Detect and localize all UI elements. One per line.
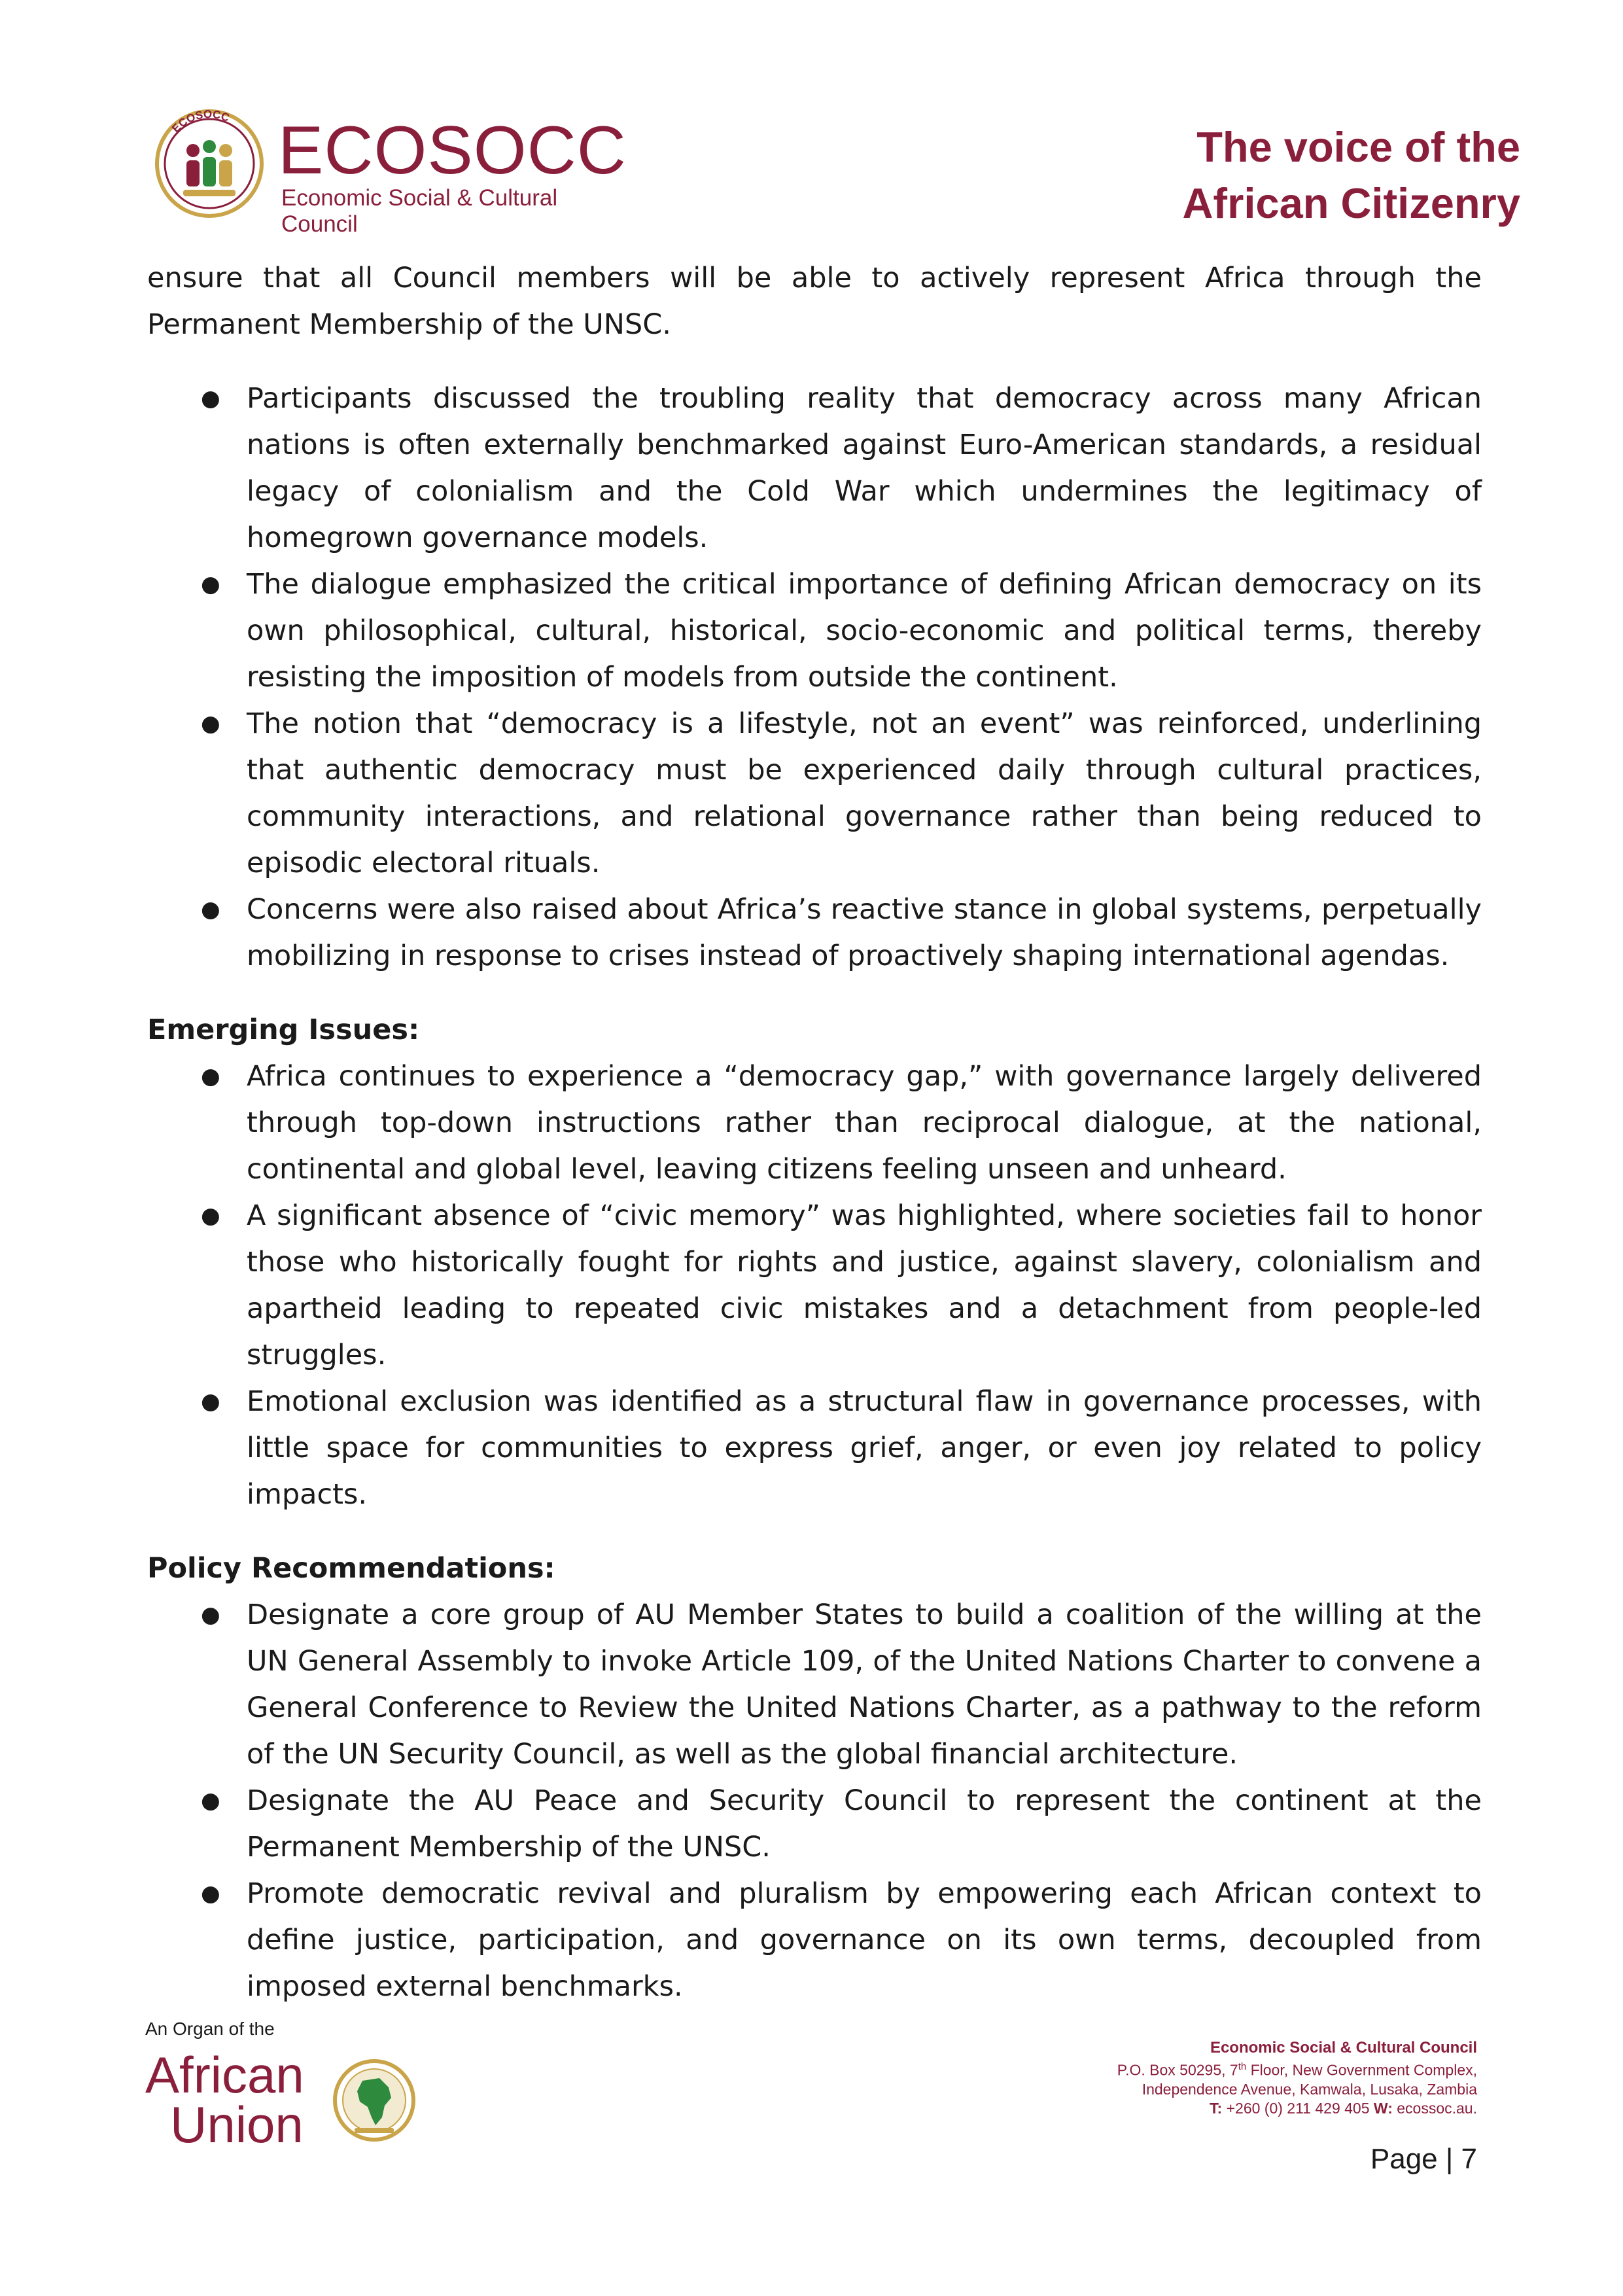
document-body [147, 255, 1482, 2010]
footer-org: Economic Social & Cultural Council [1210, 2039, 1477, 2057]
list-item: ● Promote democratic revival and pluralism by empowering each African context to define justice, participation, and governance on its own terms, decoupled from imposed external benchmarks. [147, 1871, 1482, 2010]
list-item: ● Emotional exclusion was identified as a structural flaw in governance processes, with little space for communities to express grief, anger, or even joy related to policy impacts. [147, 1379, 1482, 1518]
emerging-issues-heading: Emerging Issues: [147, 1014, 420, 1046]
policy-recommendations-list [147, 1592, 1482, 2010]
bullet-icon: ● [201, 1388, 220, 1415]
ecosocc-emblem-icon [147, 98, 271, 222]
bullet-icon: ● [201, 571, 220, 597]
bullet-icon: ● [201, 1602, 220, 1628]
au-organ-label: An Organ of the [145, 2019, 275, 2039]
bullet-icon: ● [201, 1203, 220, 1229]
footer-address-line2: Independence Avenue, Kamwala, Lusaka, Zambia [1142, 2080, 1477, 2098]
au-name-line1: African [145, 2046, 304, 2104]
au-name [145, 2046, 304, 2153]
bullet-icon: ● [201, 385, 220, 412]
au-emblem-icon [328, 2055, 420, 2146]
list-item: ● Designate a core group of AU Member States to build a coalition of the willing at the UN General Assembly to invoke Article 109, of the United Nations Charter to convene a General Conference to Review the United Nations Charter, as a pathway to the reform of the UN Security Council, as well as the global financial architecture. [147, 1592, 1482, 1778]
logo-name: ECOSOCC [278, 113, 627, 188]
list-item: ● A significant absence of “civic memory” was highlighted, where societies fail to honor those who historically fought for rights and justice, against slavery, colonialism and apartheid leading to repeated civic mistakes and a detachment from people-led struggles. [147, 1193, 1482, 1379]
page-number: Page | 7 [1370, 2143, 1477, 2175]
policy-recommendations-heading: Policy Recommendations: [147, 1552, 555, 1585]
intro-paragraph: ensure that all Council members will be able to actively represent Africa through the Permanent Membership of the UNSC. [147, 262, 1482, 341]
tagline-line2: African Citizenry [1182, 179, 1520, 227]
au-name-line2: Union [170, 2096, 304, 2153]
discussion-list [147, 376, 1482, 980]
bullet-icon: ● [201, 896, 220, 923]
tagline-line1: The voice of the [1196, 123, 1520, 171]
tagline [1182, 119, 1520, 232]
footer-phone-web: T: +260 (0) 211 429 405 W: ecossoc.au. [1210, 2099, 1477, 2117]
list-item: ● The notion that “democracy is a lifestyle, not an event” was reinforced, underlining that authentic democracy must be experienced daily through cultural practices, community interactions, and relational governance rather than being reduced to episodic electoral rituals. [147, 701, 1482, 887]
logo-arc-text: ECOSOCC [169, 107, 232, 135]
bullet-icon: ● [201, 1063, 220, 1089]
bullet-icon: ● [201, 1788, 220, 1814]
list-item: ● Designate the AU Peace and Security Council to represent the continent at the Permanent Membership of the UNSC. [147, 1778, 1482, 1871]
bullet-icon: ● [201, 1881, 220, 1907]
african-union-logo [145, 2019, 420, 2153]
emerging-issues-list [147, 1053, 1482, 1518]
bullet-icon: ● [201, 711, 220, 737]
list-item: ● Africa continues to experience a “democracy gap,” with governance largely delivered through top-down instructions rather than reciprocal dialogue, at the national, continental and global level, leaving citizens feeling unseen and unheard. [147, 1053, 1482, 1193]
footer-contact [1117, 2038, 1477, 2118]
logo-subtitle: Economic Social & Cultural Council [281, 185, 558, 237]
ecosocc-logo [147, 98, 627, 237]
list-item: ● The dialogue emphasized the critical importance of defining African democracy on its own philosophical, cultural, historical, socio-economic and political terms, thereby resisting the imposition of models from outside the continent. [147, 561, 1482, 701]
list-item: ● Participants discussed the troubling reality that democracy across many African nations is often externally benchmarked against Euro-American standards, a residual legacy of colonialism and the Cold War which undermines the legitimacy of homegrown governance models. [147, 376, 1482, 561]
footer-address-line1: P.O. Box 50295, 7th Floor, New Government Complex, [1117, 2061, 1477, 2079]
list-item: ● Concerns were also raised about Africa’s reactive stance in global systems, perpetually mobilizing in response to crises instead of proactively shaping international agendas. [147, 887, 1482, 980]
